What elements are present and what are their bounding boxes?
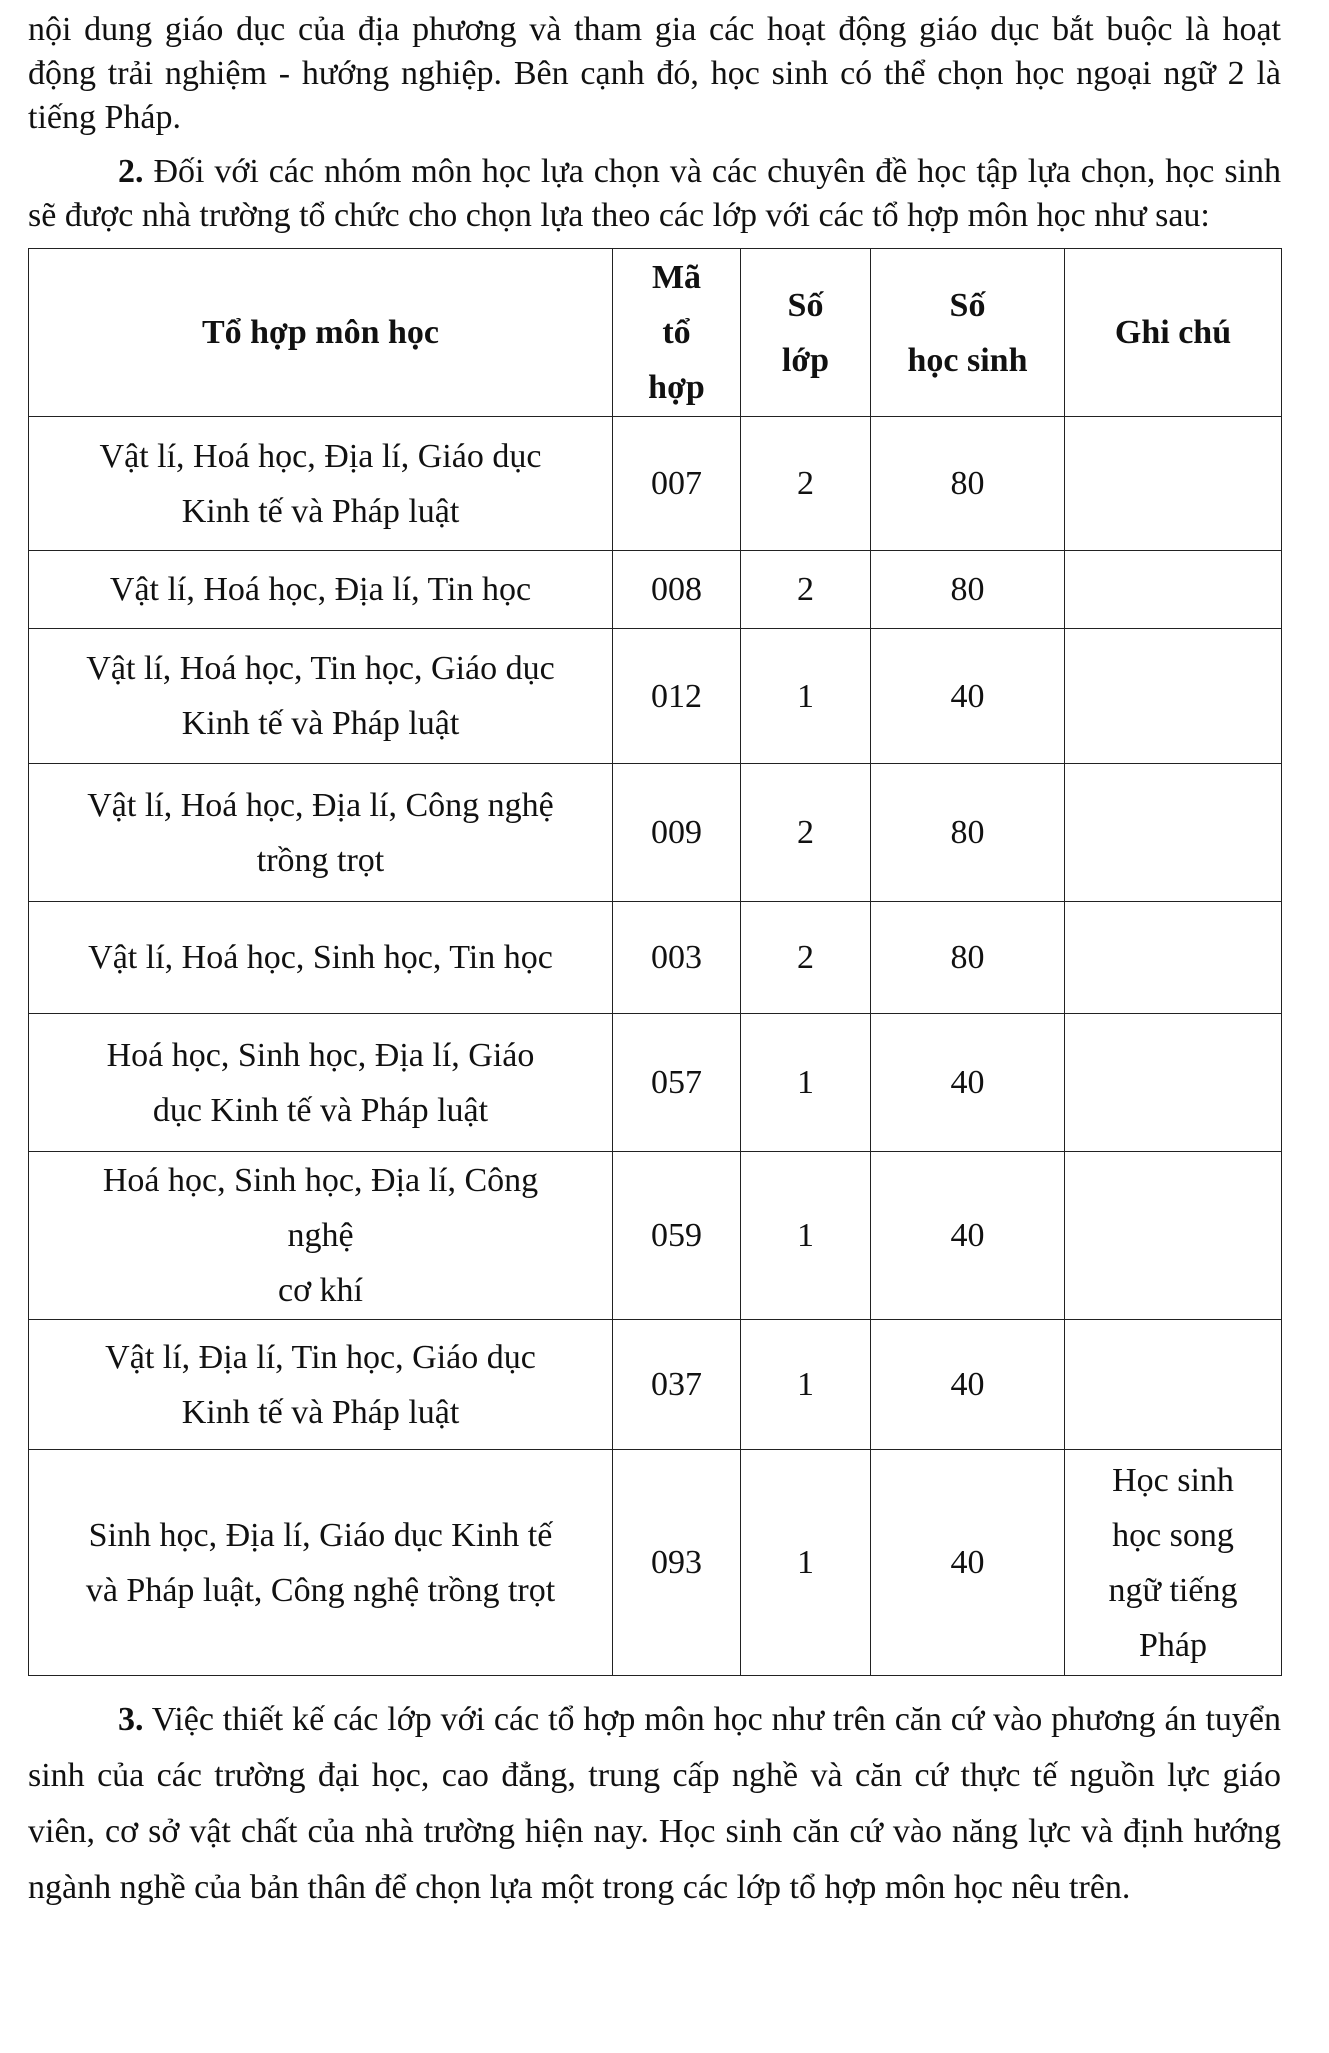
section-3-number: 3. [118,1701,144,1738]
cell-code: 007 [613,417,741,551]
cell-note [1065,1320,1282,1450]
cell-classes: 1 [741,1450,871,1676]
cell-combo: Vật lí, Hoá học, Địa lí, Tin học [29,551,613,629]
cell-combo: Vật lí, Hoá học, Địa lí, Giáo dục Kinh tế và Pháp luật [29,417,613,551]
cell-note [1065,1152,1282,1320]
table-row [29,1320,1282,1450]
cell-classes: 2 [741,764,871,902]
cell-classes: 2 [741,417,871,551]
cell-code: 057 [613,1014,741,1152]
cell-classes: 1 [741,1320,871,1450]
cell-code: 012 [613,629,741,764]
cell-note [1065,417,1282,551]
cell-combo: Vật lí, Hoá học, Địa lí, Công nghệ trồng trọt [29,764,613,902]
header-code: Mã tổ hợp [613,249,741,417]
cell-combo: Hoá học, Sinh học, Địa lí, Công nghệ cơ khí [29,1152,613,1320]
header-students: Số học sinh [871,249,1065,417]
cell-students: 40 [871,1014,1065,1152]
section-2-text: Đối với các nhóm môn học lựa chọn và các chuyên đề học tập lựa chọn, học sinh sẽ được nhà trường tổ chức cho chọn lựa theo các lớp với các tổ hợp môn học như sau: [28,153,1281,234]
cell-note [1065,1014,1282,1152]
subject-combination-table [28,248,1282,1676]
table-row [29,629,1282,764]
cell-classes: 2 [741,551,871,629]
cell-combo: Sinh học, Địa lí, Giáo dục Kinh tế và Pháp luật, Công nghệ trồng trọt [29,1450,613,1676]
cell-students: 80 [871,902,1065,1014]
cell-students: 40 [871,629,1065,764]
section-3-paragraph [28,1692,1281,1916]
cell-students: 80 [871,551,1065,629]
cell-classes: 1 [741,629,871,764]
table-header-row [29,249,1282,417]
cell-students: 40 [871,1320,1065,1450]
cell-classes: 1 [741,1152,871,1320]
section-2-number: 2. [118,153,144,190]
cell-classes: 2 [741,902,871,1014]
cell-combo: Vật lí, Địa lí, Tin học, Giáo dục Kinh tế và Pháp luật [29,1320,613,1450]
cell-note: Học sinh học song ngữ tiếng Pháp [1065,1450,1282,1676]
table-row [29,1014,1282,1152]
cell-code: 003 [613,902,741,1014]
cell-students: 80 [871,764,1065,902]
cell-combo: Hoá học, Sinh học, Địa lí, Giáo dục Kinh tế và Pháp luật [29,1014,613,1152]
cell-combo: Vật lí, Hoá học, Tin học, Giáo dục Kinh tế và Pháp luật [29,629,613,764]
cell-code: 093 [613,1450,741,1676]
cell-note [1065,551,1282,629]
cell-students: 80 [871,417,1065,551]
section-2-paragraph [28,150,1281,238]
cell-combo: Vật lí, Hoá học, Sinh học, Tin học [29,902,613,1014]
table-row [29,764,1282,902]
table-row [29,417,1282,551]
cell-students: 40 [871,1152,1065,1320]
table-row [29,902,1282,1014]
header-combo: Tổ hợp môn học [29,249,613,417]
section-3-text: Việc thiết kế các lớp với các tổ hợp môn học như trên căn cứ vào phương án tuyển sinh của các trường đại học, cao đẳng, trung cấp nghề và căn cứ thực tế nguồn lực giáo viên, cơ sở vật chất của nhà trường hiện nay. Học sinh căn cứ vào năng lực và định hướng ngành nghề của bản thân để chọn lựa một trong các lớp tổ hợp môn học nêu trên. [28,1701,1281,1906]
cell-code: 009 [613,764,741,902]
table-row [29,551,1282,629]
cell-note [1065,629,1282,764]
cell-note [1065,902,1282,1014]
cell-note [1065,764,1282,902]
cell-code: 059 [613,1152,741,1320]
table-row [29,1152,1282,1320]
header-classes: Số lớp [741,249,871,417]
intro-paragraph: nội dung giáo dục của địa phương và tham gia các hoạt động giáo dục bắt buộc là hoạt động trải nghiệm - hướng nghiệp. Bên cạnh đó, học sinh có thể chọn học ngoại ngữ 2 là tiếng Pháp. [28,11,1281,136]
table-row [29,1450,1282,1676]
cell-classes: 1 [741,1014,871,1152]
cell-students: 40 [871,1450,1065,1676]
cell-code: 037 [613,1320,741,1450]
header-note: Ghi chú [1065,249,1282,417]
cell-code: 008 [613,551,741,629]
